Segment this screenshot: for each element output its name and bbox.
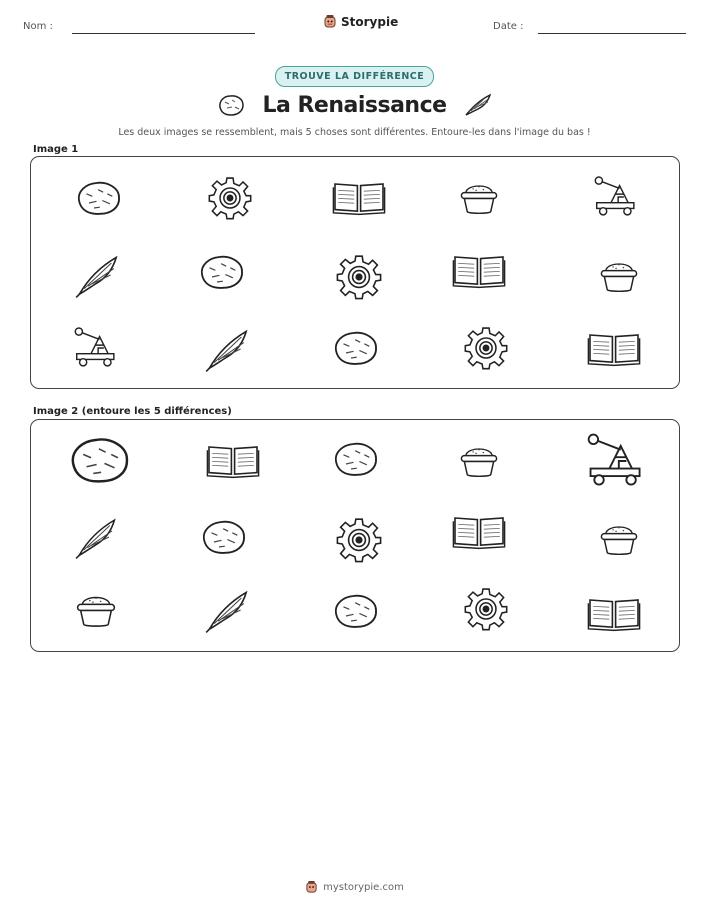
bowl-icon[interactable]	[73, 586, 119, 636]
wing-icon[interactable]	[203, 586, 251, 638]
image1-panel	[30, 156, 680, 389]
wing-icon	[203, 325, 251, 377]
catapult-icon	[71, 325, 121, 375]
brand-logo	[323, 14, 398, 29]
bowl-icon[interactable]	[457, 438, 501, 486]
name-line[interactable]	[72, 33, 255, 34]
image2-panel[interactable]	[30, 419, 680, 652]
rock-icon[interactable]	[199, 516, 249, 562]
date-line[interactable]	[538, 33, 686, 34]
bowl-icon	[457, 175, 501, 223]
book-icon[interactable]	[205, 438, 261, 484]
book-icon[interactable]	[586, 592, 642, 636]
footer-url: mystorypie.com	[323, 881, 404, 893]
rock-icon[interactable]	[331, 590, 381, 636]
rock-icon[interactable]	[331, 438, 381, 484]
image2-label: Image 2 (entoure les 5 différences)	[33, 406, 232, 417]
wing-icon	[463, 92, 493, 118]
rock-icon	[197, 251, 247, 297]
bowl-icon	[597, 253, 641, 301]
storypie-mascot-icon	[305, 880, 318, 894]
page-title: La Renaissance	[262, 92, 447, 118]
book-icon[interactable]	[451, 510, 507, 554]
rock-icon	[74, 177, 124, 223]
name-label: Nom :	[23, 21, 53, 32]
gear-icon	[463, 325, 509, 375]
gear-icon[interactable]	[463, 586, 509, 636]
wing-icon[interactable]	[73, 514, 119, 564]
book-icon	[586, 327, 642, 371]
gear-icon	[207, 175, 253, 225]
rock-icon	[216, 92, 246, 118]
date-label: Date :	[493, 21, 524, 32]
wing-icon	[73, 251, 121, 303]
rock-icon[interactable]	[65, 432, 135, 492]
brand-name: Storypie	[341, 14, 399, 29]
bowl-icon[interactable]	[597, 516, 641, 564]
instructions: Les deux images se ressemblent, mais 5 choses sont différentes. Entoure-les dans l'image du bas !	[118, 127, 591, 138]
book-icon	[331, 175, 387, 221]
rock-icon	[331, 327, 381, 373]
gear-icon	[335, 253, 383, 305]
book-icon	[451, 249, 507, 293]
catapult-icon[interactable]	[583, 430, 649, 496]
gear-icon[interactable]	[335, 516, 383, 568]
storypie-mascot-icon	[323, 14, 337, 29]
activity-badge: TROUVE LA DIFFÉRENCE	[275, 66, 435, 87]
catapult-icon	[591, 175, 641, 223]
footer	[305, 880, 404, 894]
image1-label: Image 1	[33, 144, 79, 155]
